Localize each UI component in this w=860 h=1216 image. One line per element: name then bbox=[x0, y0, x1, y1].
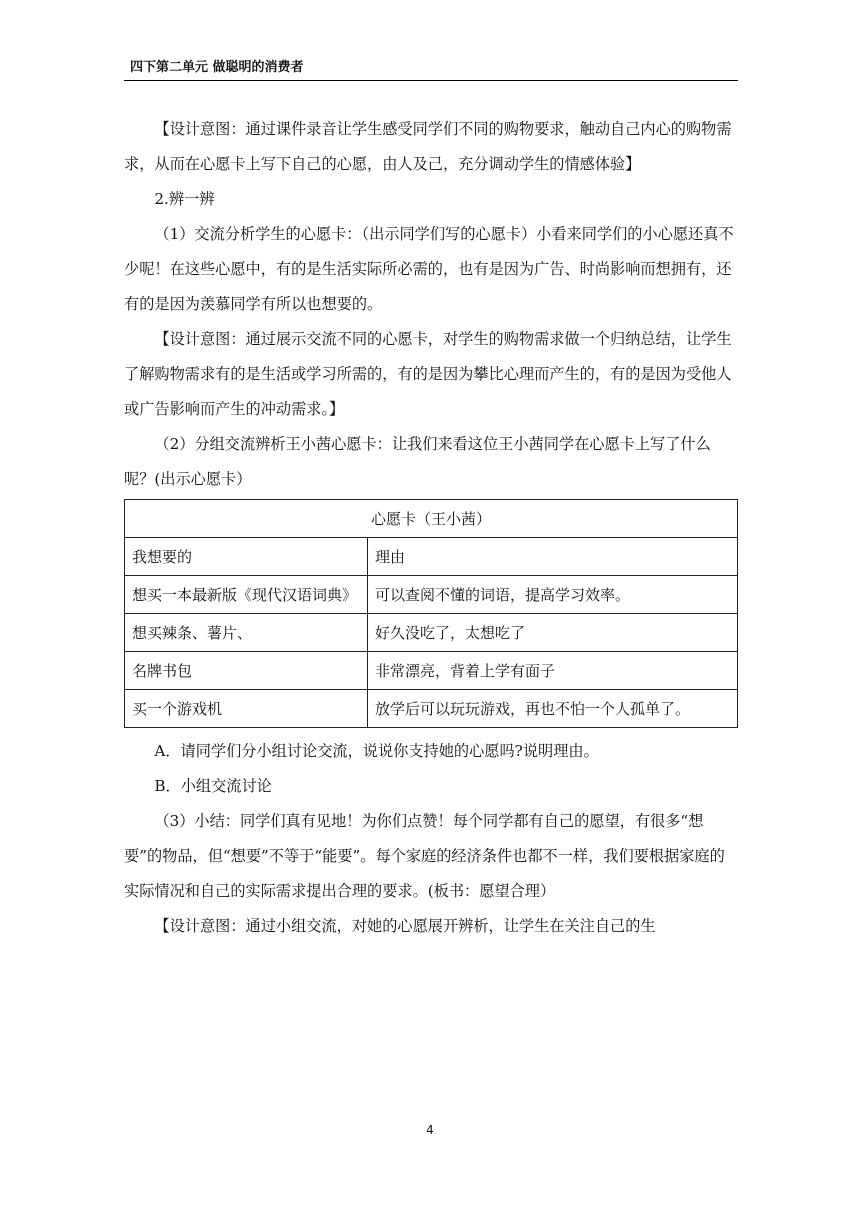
wish-card-title: 心愿卡（王小茜） bbox=[125, 500, 738, 538]
cell-want: 想买辣条、薯片、 bbox=[125, 614, 368, 652]
table-header-row bbox=[125, 538, 738, 576]
column-header-reason: 理由 bbox=[368, 538, 738, 576]
table-row bbox=[125, 614, 738, 652]
cell-reason: 好久没吃了，太想吃了 bbox=[368, 614, 738, 652]
table-row bbox=[125, 652, 738, 690]
header-title: 四下第二单元 做聪明的消费者 bbox=[130, 60, 304, 75]
paragraph-wish-card-analysis: （1）交流分析学生的心愿卡：（出示同学们写的心愿卡）小看来同学们的小心愿还真不少呢！在这些心愿中，有的是生活实际所必需的，也有是因为广告、时尚影响而想拥有，还有的是因为羡慕同学有所以也想要的。 bbox=[124, 225, 734, 313]
design-intent-paragraph-2: 【设计意图：通过展示交流不同的心愿卡，对学生的购物需求做一个归纳总结，让学生了解购物需求有的是生活或学习所需的，有的是因为攀比心理而产生的，有的是因为受他人或广告影响而产生的冲动需求。】 bbox=[124, 330, 732, 418]
design-intent-paragraph-3: 【设计意图：通过小组交流，对她的心愿展开辨析，让学生在关注自己的生 bbox=[154, 917, 656, 935]
table-row bbox=[125, 690, 738, 728]
cell-want: 想买一本最新版《现代汉语词典》 bbox=[125, 576, 368, 614]
wish-card-table-wrapper bbox=[124, 499, 738, 728]
cell-reason: 非常漂亮，背着上学有面子 bbox=[368, 652, 738, 690]
paragraph-summary: （3）小结：同学们真有见地！为你们点赞！每个同学都有自己的愿望，有很多“想要”的物品，但“想要”不等于“能要”。每个家庭的经济条件也都不一样，我们要根据家庭的实际情况和自己的实际需求提出合理的要求。(板书：愿望合理） bbox=[124, 812, 725, 900]
cell-reason: 放学后可以玩玩游戏，再也不怕一个人孤单了。 bbox=[368, 690, 738, 728]
section-heading-bian-yi-bian: 2.辨一辨 bbox=[154, 190, 215, 208]
table-row bbox=[125, 576, 738, 614]
table-title-row bbox=[125, 500, 738, 538]
page-header bbox=[124, 58, 738, 81]
cell-want: 名牌书包 bbox=[125, 652, 368, 690]
paragraph-option-a: A．请同学们分小组讨论交流，说说你支持她的心愿吗?说明理由。 bbox=[154, 742, 599, 760]
document-body bbox=[124, 112, 738, 944]
cell-reason: 可以查阅不懂的词语，提高学习效率。 bbox=[368, 576, 738, 614]
paragraph-group-discussion: （2）分组交流辨析王小茜心愿卡：让我们来看这位王小茜同学在心愿卡上写了什么呢？(出示心愿卡） bbox=[124, 435, 711, 488]
design-intent-paragraph-1: 【设计意图：通过课件录音让学生感受同学们不同的购物要求，触动自己内心的购物需求，从而在心愿卡上写下自己的心愿，由人及己，充分调动学生的情感体验】 bbox=[124, 120, 732, 173]
paragraph-option-b: B．小组交流讨论 bbox=[154, 777, 272, 795]
column-header-want: 我想要的 bbox=[125, 538, 368, 576]
wish-card-table bbox=[124, 499, 738, 728]
cell-want: 买一个游戏机 bbox=[125, 690, 368, 728]
page-number: 4 bbox=[426, 1123, 434, 1137]
